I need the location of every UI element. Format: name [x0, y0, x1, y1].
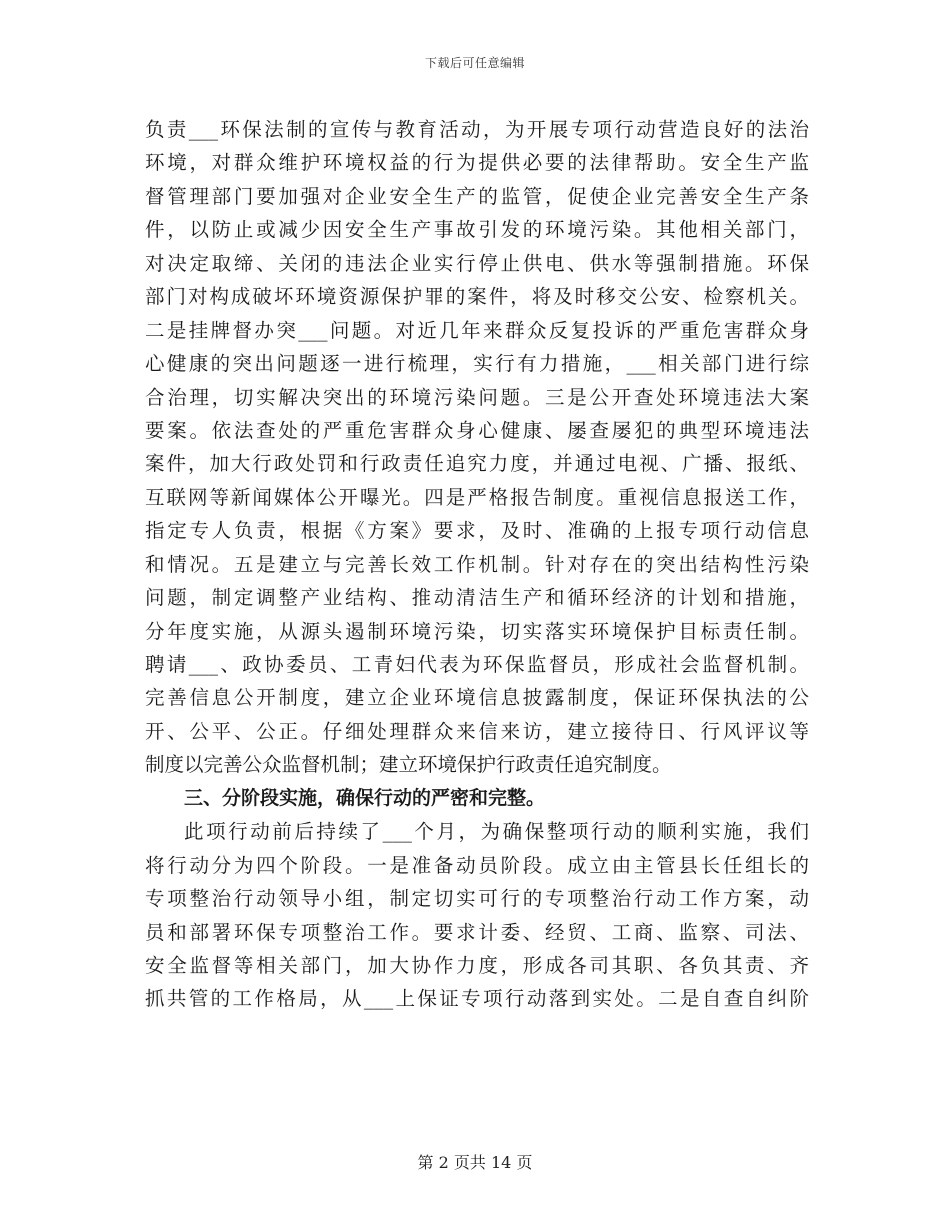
body-line: 部门对构成破坏环境资源保护罪的案件，将及时移交公安、检察机关。	[145, 285, 809, 309]
body-line: 合治理，切实解决突出的环境污染问题。三是公开查处环境违法大案	[145, 385, 809, 409]
body-line: 聘请___、政协委员、工青妇代表为环保监督员，形成社会监督机制。	[145, 653, 809, 676]
page-header: 下载后可任意编辑	[424, 56, 525, 70]
body-line: 问题，制定调整产业结构、推动清洁生产和循环经济的计划和措施，	[145, 586, 809, 610]
body-line: 二是挂牌督办突___问题。对近几年来群众反复投诉的严重危害群众身	[145, 318, 809, 342]
body-line: 负责___环保法制的宣传与教育活动，为开展专项行动营造良好的法治	[145, 118, 809, 141]
body-line: 和情况。五是建立与完善长效工作机制。针对存在的突出结构性污染	[145, 552, 809, 576]
document-body	[145, 113, 809, 1016]
body-line: 件，以防止或减少因安全生产事故引发的环境污染。其他相关部门，	[145, 218, 809, 242]
body-line: 此项行动前后持续了___个月，为确保整项行动的顺利实施，我们	[184, 820, 809, 844]
body-line: 环境，对群众维护环境权益的行为提供必要的法律帮助。安全生产监	[145, 151, 809, 175]
body-line: 要案。依法查处的严重危害群众身心健康、屡查屡犯的典型环境违法	[145, 418, 809, 442]
body-line: 对决定取缔、关闭的违法企业实行停止供电、供水等强制措施。环保	[145, 251, 809, 275]
body-line: 分年度实施，从源头遏制环境污染，切实落实环境保护目标责任制。	[145, 619, 809, 643]
body-line: 互联网等新闻媒体公开曝光。四是严格报告制度。重视信息报送工作，	[145, 485, 809, 509]
body-line: 安全监督等相关部门，加大协作力度，形成各司其职、各负其责、齐	[145, 953, 809, 977]
section-heading: 三、分阶段实施，确保行动的严密和完整。	[184, 786, 546, 809]
body-line: 制度以完善公众监督机制；建立环境保护行政责任追究制度。	[145, 753, 672, 777]
body-line: 开、公平、公正。仔细处理群众来信来访，建立接待日、行风评议等	[145, 719, 809, 743]
body-line: 心健康的突出问题逐一进行梳理，实行有力措施，___相关部门进行综	[145, 352, 809, 376]
body-line: 专项整治行动领导小组，制定切实可行的专项整治行动工作方案，动	[145, 887, 809, 911]
body-line: 完善信息公开制度，建立企业环境信息披露制度，保证环保执法的公	[145, 686, 809, 710]
body-line: 员和部署环保专项整治工作。要求计委、经贸、工商、监察、司法、	[145, 920, 809, 944]
page-footer: 第 2 页共 14 页	[417, 1153, 533, 1172]
body-line: 将行动分为四个阶段。一是准备动员阶段。成立由主管县长任组长的	[145, 853, 809, 877]
body-line: 案件，加大行政处罚和行政责任追究力度，并通过电视、广播、报纸、	[145, 452, 809, 476]
body-line: 督管理部门要加强对企业安全生产的监管，促使企业完善安全生产条	[145, 184, 809, 208]
body-line: 指定专人负责，根据《方案》要求，及时、准确的上报专项行动信息	[145, 519, 809, 543]
body-line: 抓共管的工作格局，从___上保证专项行动落到实处。二是自查自纠阶	[145, 987, 809, 1011]
